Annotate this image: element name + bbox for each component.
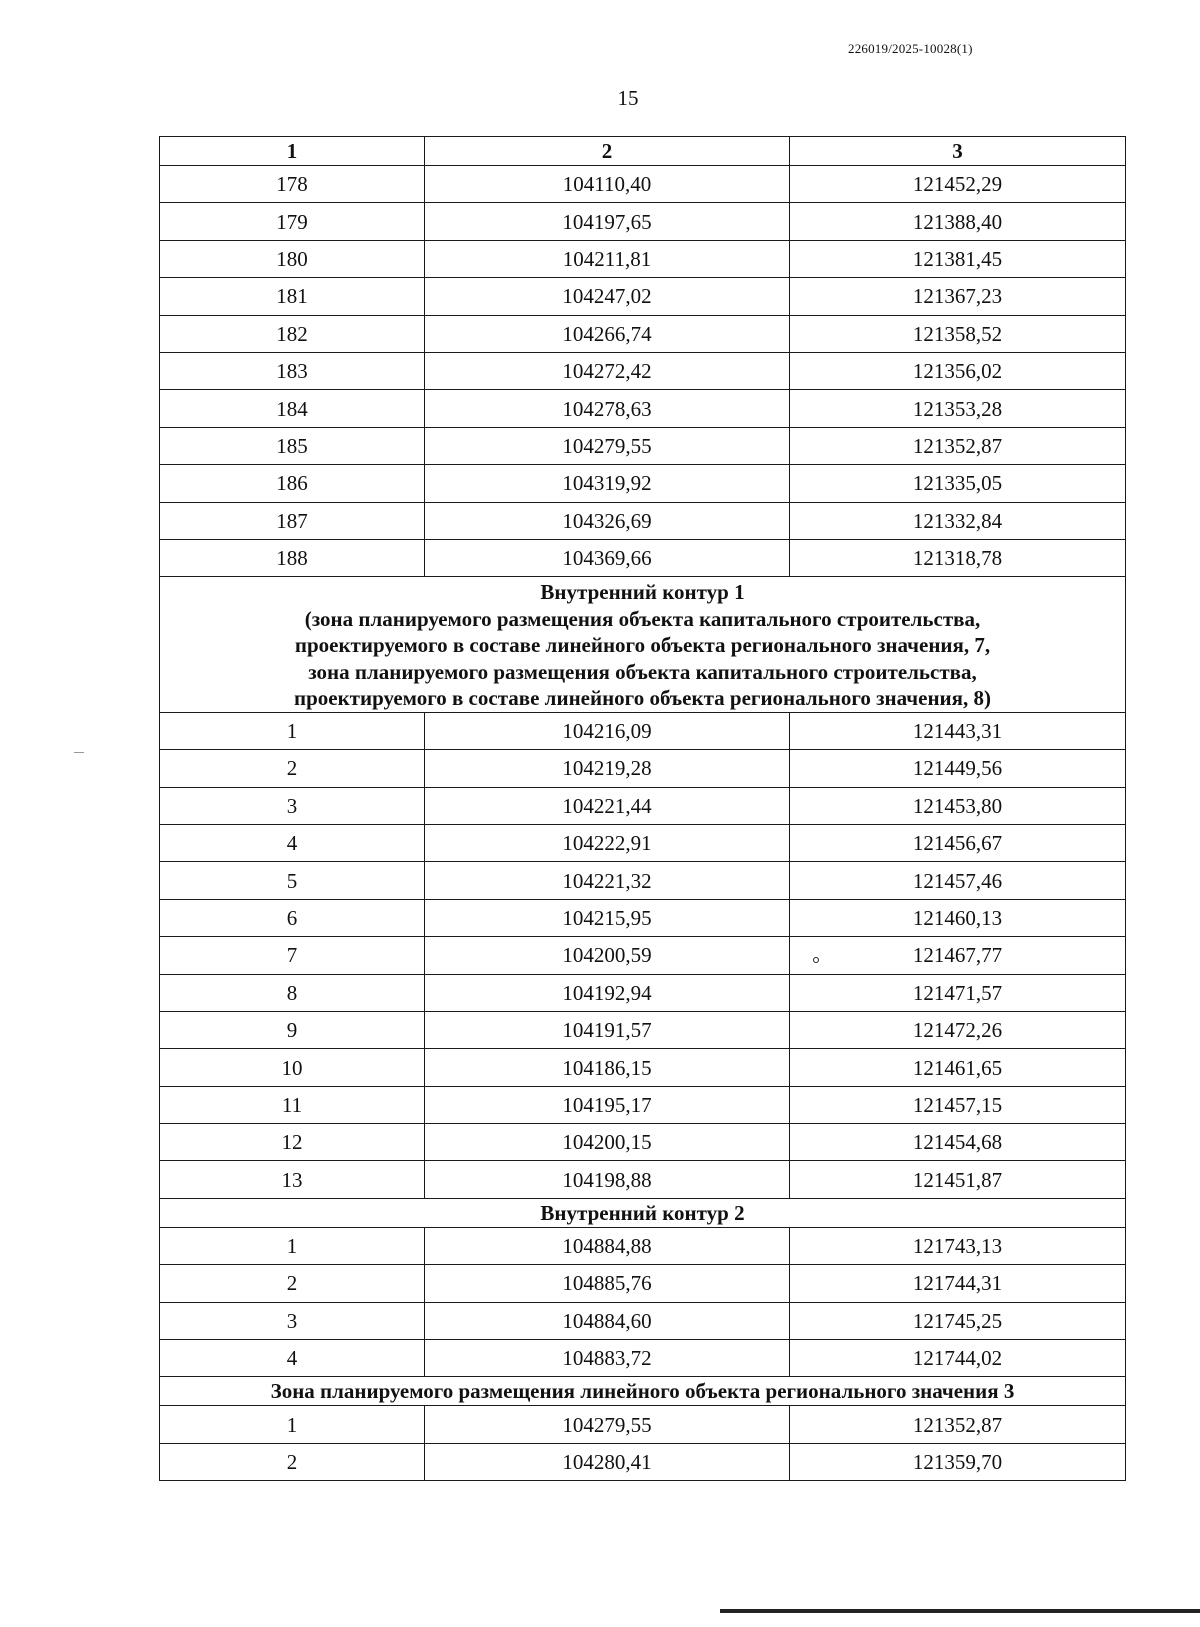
table-cell-col2: 104326,69 — [425, 502, 790, 539]
table-row — [160, 1049, 1126, 1086]
table-cell-col2: 104200,59 — [425, 937, 790, 974]
table-cell-col2: 104885,76 — [425, 1265, 790, 1302]
table-cell-col1: 6 — [160, 899, 425, 936]
table-row — [160, 712, 1126, 749]
table-cell-col3: 121456,67 — [790, 824, 1126, 861]
table-cell-col1: 7 — [160, 937, 425, 974]
table-cell-col3: 121743,13 — [790, 1227, 1126, 1264]
table-cell-col2: 104221,32 — [425, 862, 790, 899]
table-row — [160, 862, 1126, 899]
table-cell-col3: 121358,52 — [790, 315, 1126, 352]
table-row — [160, 278, 1126, 315]
table-cell-col1: 2 — [160, 1443, 425, 1480]
table-cell-col2: 104219,28 — [425, 750, 790, 787]
section-title: Внутренний контур 1 — [540, 580, 745, 605]
table-row — [160, 1265, 1126, 1302]
table-cell-col1: 12 — [160, 1124, 425, 1161]
section-description-line: зона планируемого размещения объекта капитального строительства, — [308, 659, 977, 684]
table-cell-col1: 3 — [160, 1302, 425, 1339]
table-cell-col3: 121451,87 — [790, 1161, 1126, 1198]
table-cell-col2: 104369,66 — [425, 539, 790, 576]
table-cell-col2: 104883,72 — [425, 1340, 790, 1377]
table-cell-col3: 121744,31 — [790, 1265, 1126, 1302]
table-row — [160, 1443, 1126, 1480]
table-cell-col1: 178 — [160, 166, 425, 203]
table-row — [160, 750, 1126, 787]
table-cell-col1: 1 — [160, 712, 425, 749]
table-cell-col1: 188 — [160, 539, 425, 576]
section-title-cell — [160, 1377, 1126, 1406]
table-row — [160, 937, 1126, 974]
document-number: 226019/2025-10028(1) — [848, 41, 973, 56]
page-number: 15 — [617, 86, 639, 110]
table-row — [160, 352, 1126, 389]
table-cell-col2: 104215,95 — [425, 899, 790, 936]
table-row — [160, 315, 1126, 352]
table-cell-col1: 4 — [160, 824, 425, 861]
section-title: Внутренний контур 2 — [540, 1200, 745, 1225]
table-cell-col1: 186 — [160, 465, 425, 502]
table-row — [160, 1011, 1126, 1048]
table-cell-col2: 104211,81 — [425, 240, 790, 277]
table-row — [160, 1302, 1126, 1339]
scan-margin-mark — [74, 752, 84, 753]
table-cell-col2: 104222,91 — [425, 824, 790, 861]
table-cell-col3: 121359,70 — [790, 1443, 1126, 1480]
section-title-cell — [160, 577, 1126, 713]
table-cell-col3: 121472,26 — [790, 1011, 1126, 1048]
section-header-row — [160, 577, 1126, 713]
table-row — [160, 240, 1126, 277]
table-cell-col3: 121457,46 — [790, 862, 1126, 899]
section-description-line: проектируемого в составе линейного объекта регионального значения, 8) — [293, 686, 991, 711]
table-cell-col1: 182 — [160, 315, 425, 352]
section-description-line: проектируемого в составе линейного объекта регионального значения, 7, — [294, 633, 991, 658]
table-cell-col3: 121353,28 — [790, 390, 1126, 427]
table-row — [160, 787, 1126, 824]
table-cell-col1: 1 — [160, 1227, 425, 1264]
column-header-2: 2 — [425, 137, 790, 166]
table-cell-col2: 104884,88 — [425, 1227, 790, 1264]
table-cell-col3: 121318,78 — [790, 539, 1126, 576]
table-cell-col3: 121454,68 — [790, 1124, 1126, 1161]
table-cell-col3: 121381,45 — [790, 240, 1126, 277]
table-cell-col1: 5 — [160, 862, 425, 899]
table-cell-col3: 121449,56 — [790, 750, 1126, 787]
table-cell-col3: 121457,15 — [790, 1086, 1126, 1123]
table-cell-col2: 104279,55 — [425, 427, 790, 464]
coordinates-table — [159, 136, 1126, 1481]
table-cell-col1: 8 — [160, 974, 425, 1011]
table-row — [160, 1161, 1126, 1198]
table-row — [160, 1124, 1126, 1161]
table-cell-col1: 181 — [160, 278, 425, 315]
section-header-row — [160, 1198, 1126, 1227]
column-header-1: 1 — [160, 137, 425, 166]
table-cell-col1: 11 — [160, 1086, 425, 1123]
table-cell-col2: 104216,09 — [425, 712, 790, 749]
table-cell-col1: 2 — [160, 750, 425, 787]
table-row — [160, 427, 1126, 464]
table-row — [160, 465, 1126, 502]
table-cell-col2: 104197,65 — [425, 203, 790, 240]
table-cell-col2: 104319,92 — [425, 465, 790, 502]
table-cell-col1: 10 — [160, 1049, 425, 1086]
section-header-row — [160, 1377, 1126, 1406]
section-description-line: (зона планируемого размещения объекта капитального строительства, — [304, 606, 981, 631]
table-cell-col3: 121745,25 — [790, 1302, 1126, 1339]
table-cell-col1: 187 — [160, 502, 425, 539]
table-cell-col3: 121352,87 — [790, 1406, 1126, 1443]
table-row — [160, 203, 1126, 240]
table-row — [160, 824, 1126, 861]
table-cell-col3: 121471,57 — [790, 974, 1126, 1011]
table-cell-col2: 104192,94 — [425, 974, 790, 1011]
table-cell-col2: 104200,15 — [425, 1124, 790, 1161]
table-cell-col2: 104280,41 — [425, 1443, 790, 1480]
table-cell-col3: 121467,77 — [790, 937, 1126, 974]
table-row — [160, 1406, 1126, 1443]
table-cell-col3: 121744,02 — [790, 1340, 1126, 1377]
scan-edge-line — [720, 1609, 1200, 1613]
table-cell-col2: 104884,60 — [425, 1302, 790, 1339]
table-cell-col1: 2 — [160, 1265, 425, 1302]
table-cell-col2: 104198,88 — [425, 1161, 790, 1198]
table-row — [160, 539, 1126, 576]
table-cell-col3: 121443,31 — [790, 712, 1126, 749]
table-cell-col3: 121352,87 — [790, 427, 1126, 464]
table-cell-col1: 13 — [160, 1161, 425, 1198]
table-cell-col3: 121460,13 — [790, 899, 1126, 936]
table-cell-col3: 121367,23 — [790, 278, 1126, 315]
table-cell-col2: 104272,42 — [425, 352, 790, 389]
table-cell-col3: 121388,40 — [790, 203, 1126, 240]
scan-dot — [813, 957, 819, 963]
table-row — [160, 1086, 1126, 1123]
table-row — [160, 974, 1126, 1011]
table-cell-col1: 185 — [160, 427, 425, 464]
table-cell-col3: 121332,84 — [790, 502, 1126, 539]
table-cell-col2: 104221,44 — [425, 787, 790, 824]
table-row — [160, 166, 1126, 203]
table-row — [160, 502, 1126, 539]
table-row — [160, 1340, 1126, 1377]
table-cell-col1: 184 — [160, 390, 425, 427]
table-cell-col1: 1 — [160, 1406, 425, 1443]
table-cell-col3: 121461,65 — [790, 1049, 1126, 1086]
table-cell-col2: 104278,63 — [425, 390, 790, 427]
section-title: Зона планируемого размещения линейного объекта регионального значения 3 — [270, 1379, 1015, 1404]
table-cell-col1: 180 — [160, 240, 425, 277]
table-cell-col2: 104110,40 — [425, 166, 790, 203]
table-cell-col1: 179 — [160, 203, 425, 240]
table-cell-col3: 121335,05 — [790, 465, 1126, 502]
section-title-cell — [160, 1198, 1126, 1227]
table-cell-col2: 104247,02 — [425, 278, 790, 315]
table-row — [160, 390, 1126, 427]
table-cell-col3: 121452,29 — [790, 166, 1126, 203]
table-header-row — [160, 137, 1126, 166]
table-cell-col2: 104191,57 — [425, 1011, 790, 1048]
table-cell-col3: 121356,02 — [790, 352, 1126, 389]
table-cell-col2: 104266,74 — [425, 315, 790, 352]
column-header-3: 3 — [790, 137, 1126, 166]
table-cell-col1: 183 — [160, 352, 425, 389]
table-cell-col2: 104186,15 — [425, 1049, 790, 1086]
table-row — [160, 899, 1126, 936]
table-cell-col2: 104279,55 — [425, 1406, 790, 1443]
table-cell-col1: 3 — [160, 787, 425, 824]
table-cell-col3: 121453,80 — [790, 787, 1126, 824]
table-row — [160, 1227, 1126, 1264]
table-cell-col2: 104195,17 — [425, 1086, 790, 1123]
table-cell-col1: 4 — [160, 1340, 425, 1377]
table-cell-col1: 9 — [160, 1011, 425, 1048]
